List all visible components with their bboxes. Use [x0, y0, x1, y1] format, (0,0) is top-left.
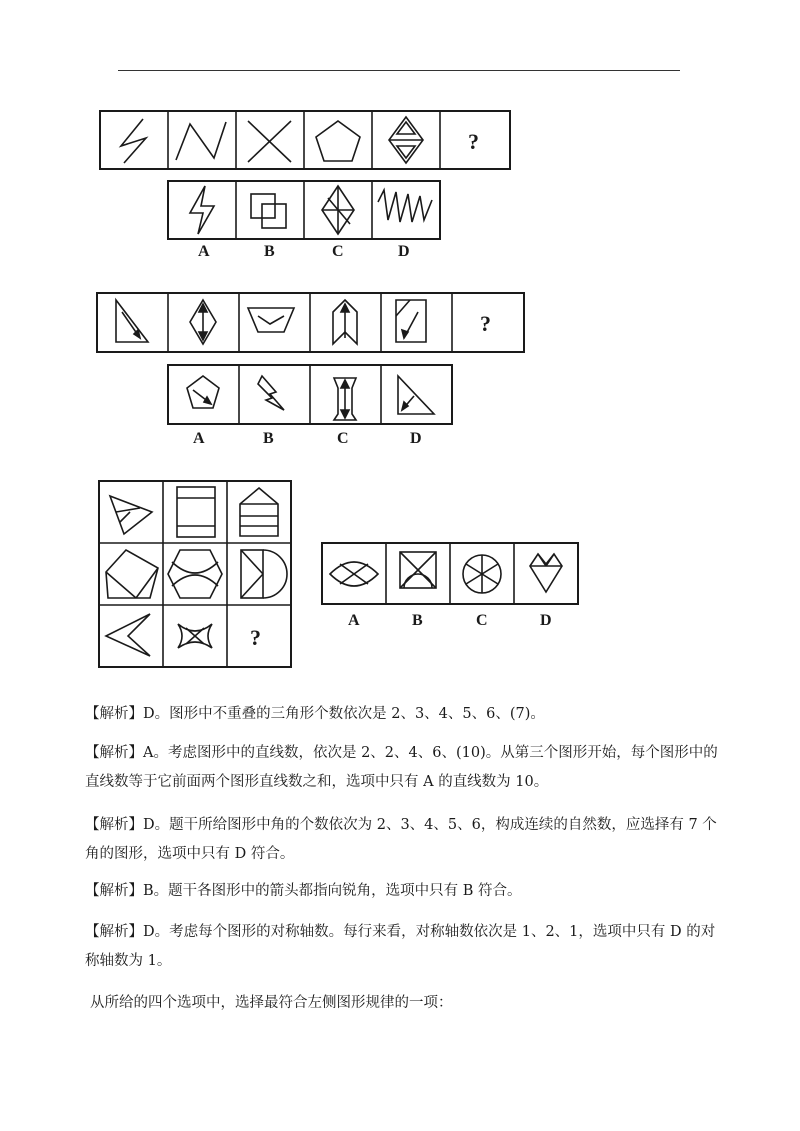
puzzle-2-option-b-label: B	[263, 430, 274, 447]
puzzle-3-option-a-label: A	[348, 612, 360, 629]
option-b-figure	[258, 376, 284, 410]
puzzle-2-options	[168, 365, 452, 424]
puzzle-2-sequence	[97, 293, 524, 352]
puzzle-1-options	[168, 181, 440, 239]
puzzle-3-options	[322, 543, 578, 604]
option-d-figure	[530, 554, 562, 592]
explanation-4: 【解析】B。题干各图形中的箭头都指向锐角，选项中只有 B 符合。	[85, 883, 522, 899]
explanation-5: 【解析】D。考虑每个图形的对称轴数。每行来看，对称轴数依次是 1、2、1，选项中只有 D 的对称轴数为 1。	[85, 924, 716, 969]
puzzle-3-question-mark: ?	[250, 625, 261, 650]
puzzle-3-option-b-label: B	[412, 612, 423, 629]
puzzle-1-option-a-label: A	[198, 243, 210, 260]
option-a-figure	[190, 186, 214, 234]
option-a-figure	[187, 376, 219, 408]
option-b-figure	[251, 194, 275, 218]
puzzle-1-option-c-label: C	[332, 243, 344, 260]
puzzle-3-grid	[99, 481, 291, 667]
puzzle-1-question-mark: ?	[468, 129, 479, 154]
puzzle-2-question-mark: ?	[480, 311, 491, 336]
puzzle-2-option-a-label: A	[193, 430, 205, 447]
puzzle-3-option-c-label: C	[476, 612, 488, 629]
puzzle-1-option-d-label: D	[398, 243, 410, 260]
explanation-3: 【解析】D。题干所给图形中角的个数依次为 2、3、4、5、6，构成连续的自然数，应选择有 7 个角的图形，选项中只有 D 符合。	[85, 817, 717, 862]
puzzle-1-option-b-label: B	[264, 243, 275, 260]
option-d-figure	[378, 190, 432, 222]
explanation-1: 【解析】D。图形中不重叠的三角形个数依次是 2、3、4、5、6、(7)。	[85, 706, 545, 722]
explanation-2: 【解析】A。考虑图形中的直线数，依次是 2、2、4、6、(10)。从第三个图形开始，每个图形中的直线数等于它前面两个图形直线数之和，选项中只有 A 的直线数为 10。	[85, 745, 718, 790]
puzzle-3-option-d-label: D	[540, 612, 552, 629]
puzzle-2-option-d-label: D	[410, 430, 422, 447]
puzzle-2-option-c-label: C	[337, 430, 349, 447]
puzzle-1	[100, 111, 510, 260]
question-instruction: 从所给的四个选项中，选择最符合左侧图形规律的一项：	[90, 995, 453, 1011]
puzzle-2	[97, 293, 524, 447]
puzzle-3	[99, 481, 578, 667]
puzzle-1-sequence	[100, 111, 510, 169]
